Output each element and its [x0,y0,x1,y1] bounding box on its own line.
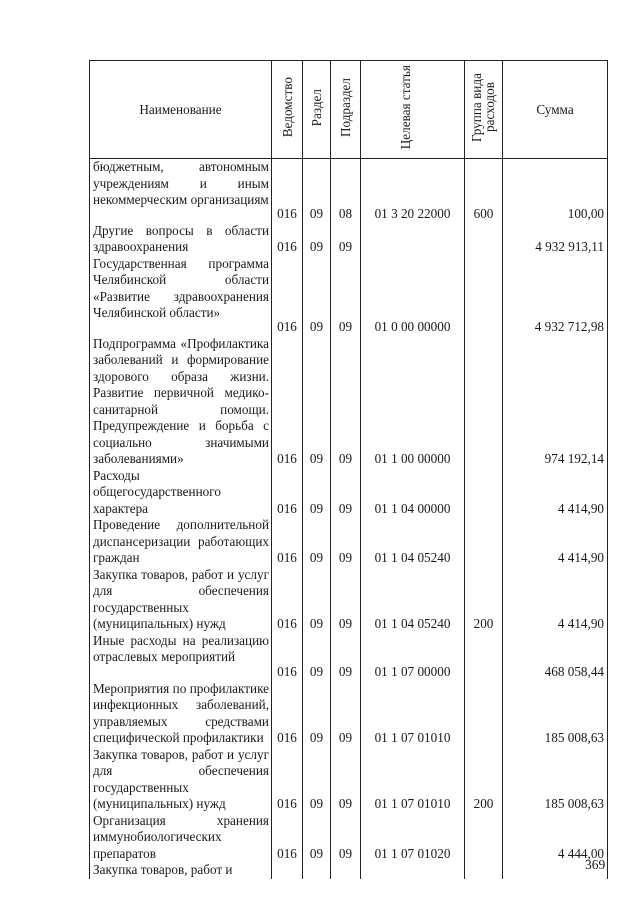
page-number: 369 [585,857,606,872]
row-name: Организация хранения иммунобиологических препаратов [90,813,272,863]
row-podrazdel [331,862,361,879]
row-razdel: 09 [303,336,331,468]
row-razdel: 09 [303,159,331,223]
row-summa: 100,00 [503,159,608,223]
row-summa: 468 058,44 [503,633,608,681]
row-podrazdel: 09 [331,633,361,681]
row-celevaya: 01 1 04 00000 [361,468,465,518]
table-row [90,567,608,633]
row-celevaya: 01 1 04 05240 [361,517,465,567]
row-celevaya: 01 1 07 01010 [361,681,465,747]
row-vedomstvo [272,862,303,879]
row-celevaya [361,223,465,256]
header-vedomstvo: Ведомство [272,61,303,159]
table-row [90,468,608,518]
row-gruppa: 200 [465,567,503,633]
budget-table [89,60,608,879]
row-summa: 4 444,00 [503,813,608,863]
row-razdel: 09 [303,468,331,518]
row-summa: 185 008,63 [503,681,608,747]
row-celevaya: 01 1 00 00000 [361,336,465,468]
row-vedomstvo: 016 [272,813,303,863]
row-gruppa [465,681,503,747]
row-razdel: 09 [303,747,331,813]
row-name: Закупка товаров, работ и услуг для обеспечения государственных (муниципальных) нужд [90,567,272,633]
row-gruppa [465,633,503,681]
table-row [90,633,608,681]
table-header-row [90,61,608,159]
row-razdel: 09 [303,681,331,747]
row-vedomstvo: 016 [272,468,303,518]
row-name: бюджетным, автономным учреждениям и иным некоммерческим организациям [90,159,272,223]
row-podrazdel: 09 [331,681,361,747]
row-name: Другие вопросы в области здравоохранения [90,223,272,256]
row-summa: 4 932 712,98 [503,256,608,336]
row-name: Закупка товаров, работ и [90,862,272,879]
table-row [90,681,608,747]
row-name: Подпрограмма «Профилактика заболеваний и формирование здорового образа жизни. Развитие первичной медико-санитарной помощи. Предупреждение и борьба с социально значимыми заболеваниями» [90,336,272,468]
row-vedomstvo: 016 [272,517,303,567]
table-row [90,862,608,879]
header-podrazdel: Подраздел [331,61,361,159]
row-celevaya: 01 1 07 00000 [361,633,465,681]
row-name: Проведение дополнительной диспансеризации работающих граждан [90,517,272,567]
row-gruppa [465,862,503,879]
row-celevaya [361,862,465,879]
row-name: Расходы общегосударственного характера [90,468,272,518]
row-summa: 185 008,63 [503,747,608,813]
row-name: Государственная программа Челябинской области «Развитие здравоохранения Челябинской области» [90,256,272,336]
row-podrazdel: 09 [331,468,361,518]
table-body [90,159,608,879]
row-name: Мероприятия по профилактике инфекционных заболеваний, управляемых средствами специфической профилактики [90,681,272,747]
row-vedomstvo: 016 [272,681,303,747]
row-podrazdel: 09 [331,813,361,863]
row-razdel: 09 [303,813,331,863]
row-celevaya: 01 1 07 01010 [361,747,465,813]
row-razdel: 09 [303,517,331,567]
row-razdel: 09 [303,223,331,256]
row-vedomstvo: 016 [272,256,303,336]
row-podrazdel: 09 [331,567,361,633]
row-summa: 4 932 913,11 [503,223,608,256]
row-name: Иные расходы на реализацию отраслевых мероприятий [90,633,272,681]
table-row [90,223,608,256]
row-podrazdel: 08 [331,159,361,223]
row-razdel: 09 [303,567,331,633]
row-celevaya: 01 0 00 00000 [361,256,465,336]
row-razdel: 09 [303,256,331,336]
table-row [90,813,608,863]
row-gruppa: 600 [465,159,503,223]
row-gruppa [465,223,503,256]
table-row [90,517,608,567]
row-vedomstvo: 016 [272,567,303,633]
row-podrazdel: 09 [331,517,361,567]
row-vedomstvo: 016 [272,336,303,468]
row-gruppa [465,517,503,567]
header-razdel: Раздел [303,61,331,159]
header-gruppa: Группа вида расходов [465,61,503,159]
row-name: Закупка товаров, работ и услуг для обеспечения государственных (муниципальных) нужд [90,747,272,813]
row-podrazdel: 09 [331,747,361,813]
header-celevaya: Целевая статья [361,61,465,159]
row-razdel: 09 [303,633,331,681]
row-celevaya: 01 3 20 22000 [361,159,465,223]
row-gruppa [465,256,503,336]
row-celevaya: 01 1 04 05240 [361,567,465,633]
row-vedomstvo: 016 [272,159,303,223]
row-summa: 4 414,90 [503,517,608,567]
row-summa: 974 192,14 [503,336,608,468]
row-celevaya: 01 1 07 01020 [361,813,465,863]
row-summa: 4 414,90 [503,468,608,518]
row-vedomstvo: 016 [272,747,303,813]
row-vedomstvo: 016 [272,633,303,681]
row-gruppa [465,336,503,468]
row-gruppa: 200 [465,747,503,813]
row-vedomstvo: 016 [272,223,303,256]
header-summa: Сумма [503,61,608,159]
table-row [90,159,608,223]
row-razdel [303,862,331,879]
row-podrazdel: 09 [331,336,361,468]
row-gruppa [465,813,503,863]
table-row [90,256,608,336]
table-row [90,747,608,813]
row-summa: 4 414,90 [503,567,608,633]
row-podrazdel: 09 [331,223,361,256]
row-podrazdel: 09 [331,256,361,336]
row-gruppa [465,468,503,518]
header-name: Наименование [90,61,272,159]
table-row [90,336,608,468]
